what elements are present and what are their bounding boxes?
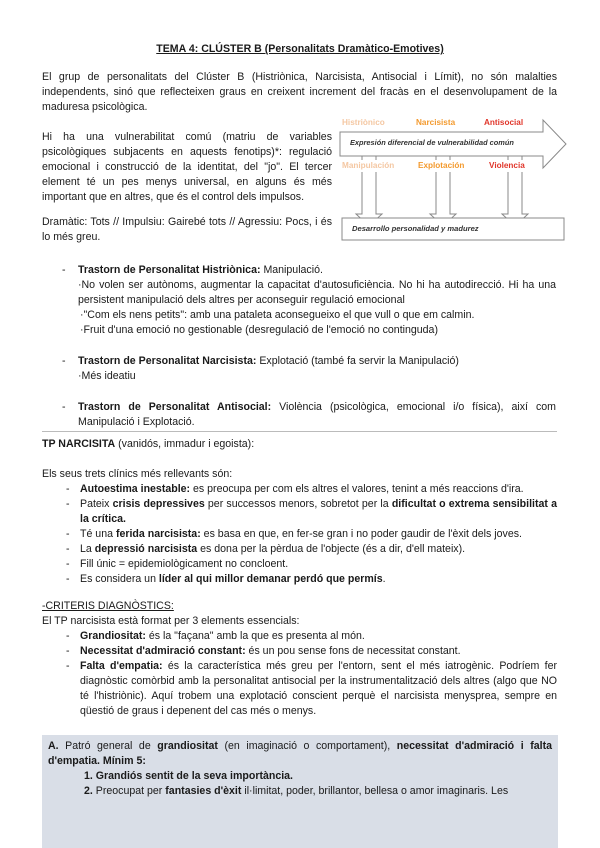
criterion-bold: necessitat d'admiració i falta d'empatia. Mínim 5: — [48, 740, 552, 768]
disorder-name: Trastorn de Personalitat Antisocial: — [78, 401, 272, 414]
criteris-intro: El TP narcisista està format per 3 elements essencials: — [42, 615, 300, 628]
criteri-label: Grandiositat: — [80, 630, 146, 643]
criteri-item — [42, 644, 557, 659]
tp-narcisista-heading — [42, 437, 254, 452]
dramatic-paragraph: Dramàtic: Tots // Impulsiu: Gairebé tots // Agressiu: Pocs, i és lo més greu. — [42, 216, 332, 244]
criterion-text: Preocupat per — [92, 785, 166, 798]
criterion-text: Patró general de — [58, 740, 158, 752]
trait-text: es preocupa per com els altres el valores, tenint a més reaccions d'ira. — [190, 483, 524, 496]
label-manipulacion: Manipulación — [342, 161, 395, 170]
trait-text: Fill únic = epidemiològicament no concloent. — [80, 558, 289, 571]
label-histrionico: Histriònico — [342, 118, 385, 127]
trait-bold: Autoestima inestable: — [80, 483, 191, 496]
trait-text: per successos menors, sobretot per la — [204, 498, 392, 511]
trait-item — [42, 557, 557, 572]
criteri-item — [42, 629, 557, 644]
trait-text: Té una — [80, 528, 116, 541]
criteri-item — [42, 659, 557, 719]
criteri-text: és un pou sense fons de necessitat constant. — [245, 645, 461, 658]
trait-item — [42, 572, 557, 587]
trait-item — [42, 497, 557, 527]
trait-text: . — [382, 573, 386, 586]
disorder-trait: Violència (psicològica, emocional i/o física), així com Manipulació i Explotació. — [78, 401, 556, 429]
arrow-label: Expresión diferencial de vulnerabilidad común — [350, 138, 514, 147]
bottom-label: Desarrollo personalidad y madurez — [352, 224, 479, 233]
disorder-name: Trastorn de Personalitat Narcisista: — [78, 355, 257, 368]
disorder-antisocial — [62, 400, 556, 430]
disorder-trait: Manipulació. — [260, 264, 323, 276]
trait-bold: crisis depressives — [112, 498, 205, 511]
disorder-narcissist — [62, 354, 556, 384]
criterion-num: 2. — [84, 785, 93, 798]
vulnerability-paragraph: Hi ha una vulnerabilitat comú (matriu de variables psicològiques subjacents en aquests fenotips)*: regulació emocional i construcció de la identitat, del "jo". El tercer element té un pes menys universal, en alguns és més important que en altres, que és el control dels impulsos. — [42, 131, 332, 204]
trait-item — [42, 542, 557, 557]
criteris-heading: -CRITERIS DIAGNÒSTICS: — [42, 600, 174, 612]
trait-bold: líder al qui millor demanar perdó que permís — [158, 573, 383, 586]
traits-intro: Els seus trets clínics més rellevants són: — [42, 468, 233, 480]
trait-item — [42, 482, 557, 497]
trait-bold: ferida narcisista: — [115, 528, 201, 541]
trait-text: es dona per la pèrdua de l'objecte (és a dir, d'ell mateix). — [197, 543, 466, 556]
trait-item — [42, 527, 557, 542]
criterion-bold: grandiositat — [157, 740, 218, 752]
criterion-text: (en imaginació o comportament), — [217, 740, 397, 752]
criterion-text: il·limitat, poder, brillantor, bellesa o amor imaginaris. Les — [241, 785, 509, 798]
disorder-name: Trastorn de Personalitat Histriònica: — [78, 264, 261, 276]
criterion-letter: A. — [48, 740, 59, 752]
divider — [42, 431, 557, 432]
criterion-item-1: 1. Grandiós sentit de la seva importància. — [84, 770, 294, 783]
cluster-b-diagram — [338, 112, 568, 244]
trait-bold: depressió narcisista — [94, 543, 198, 556]
trait-text: Es considera un — [80, 573, 159, 586]
criteri-label: Falta d'empatia: — [80, 660, 163, 673]
disorder-line: ·Fruit d'una emoció no gestionable (desregulació de l'emoció no continguda) — [80, 324, 438, 337]
traits-section — [42, 467, 557, 587]
disorder-histrionic — [62, 263, 556, 338]
label-narcisista: Narcisista — [416, 118, 456, 127]
disorder-trait: Explotació (també fa servir la Manipulació) — [256, 355, 459, 368]
criteri-label: Necessitat d'admiració constant: — [80, 645, 246, 658]
criterion-bold: fantasies d'èxit — [165, 785, 242, 798]
intro-paragraph: El grup de personalitats del Clúster B (Histriònica, Narcisista, Antisocial i Límit), no són malalties independents, sinó que reflecteixen graus en creixent increment del fracàs en el desenvolupament de la maduresa psicològica. — [42, 71, 557, 114]
disorder-line: ·No volen ser autònoms, augmentar la capacitat d'autosuficiència. No hi ha autodirecció. Hi ha una persistent manipulació dels altres per aconseguir regulació emocional — [78, 279, 556, 307]
tp-heading-rest: (vanidós, immadur i egoista): — [115, 438, 255, 450]
page-title: TEMA 4: CLÚSTER B (Personalitats Dramàtico-Emotives) — [156, 43, 444, 55]
label-violencia: Violencia — [489, 161, 525, 170]
trait-text: es basa en que, en fer-se gran i no poder gaudir de l'èxit dels joves. — [200, 528, 522, 541]
trait-text: Pateix — [80, 498, 113, 511]
criterion-a-text — [48, 739, 552, 769]
criteri-text: és la "façana" amb la que es presenta al món. — [145, 630, 365, 643]
traits-list — [42, 482, 557, 587]
disorders-list — [62, 263, 556, 443]
criterion-a-box — [42, 735, 558, 848]
tp-heading-bold: TP NARCISITA — [42, 438, 116, 450]
label-explotacion: Explotación — [418, 161, 465, 170]
disorder-line: ·Més ideatiu — [78, 370, 136, 383]
trait-bold: dificultat o extrema sensibilitat a la crítica. — [80, 498, 557, 526]
trait-text: La — [80, 543, 95, 556]
criteris-section — [42, 599, 557, 719]
disorder-line: ·"Com els nens petits": amb una pataleta aconsegueixo el que vull o que em calmin. — [80, 309, 475, 322]
criteri-text: és la característica més greu per l'entorn, sent el més iatrogènic. Podríem fer diagnòstic comòrbid amb la personalitat antisocial per la instrumentalització dels altres (algo que NO té l'histriònic). Aquí trobem una explotació conscient perquè el narcisista menysprea, sempre en qüestió de graus i depenent del cas més o menys. — [80, 660, 557, 718]
criterion-item-2 — [48, 784, 552, 799]
label-antisocial: Antisocial — [484, 118, 524, 127]
